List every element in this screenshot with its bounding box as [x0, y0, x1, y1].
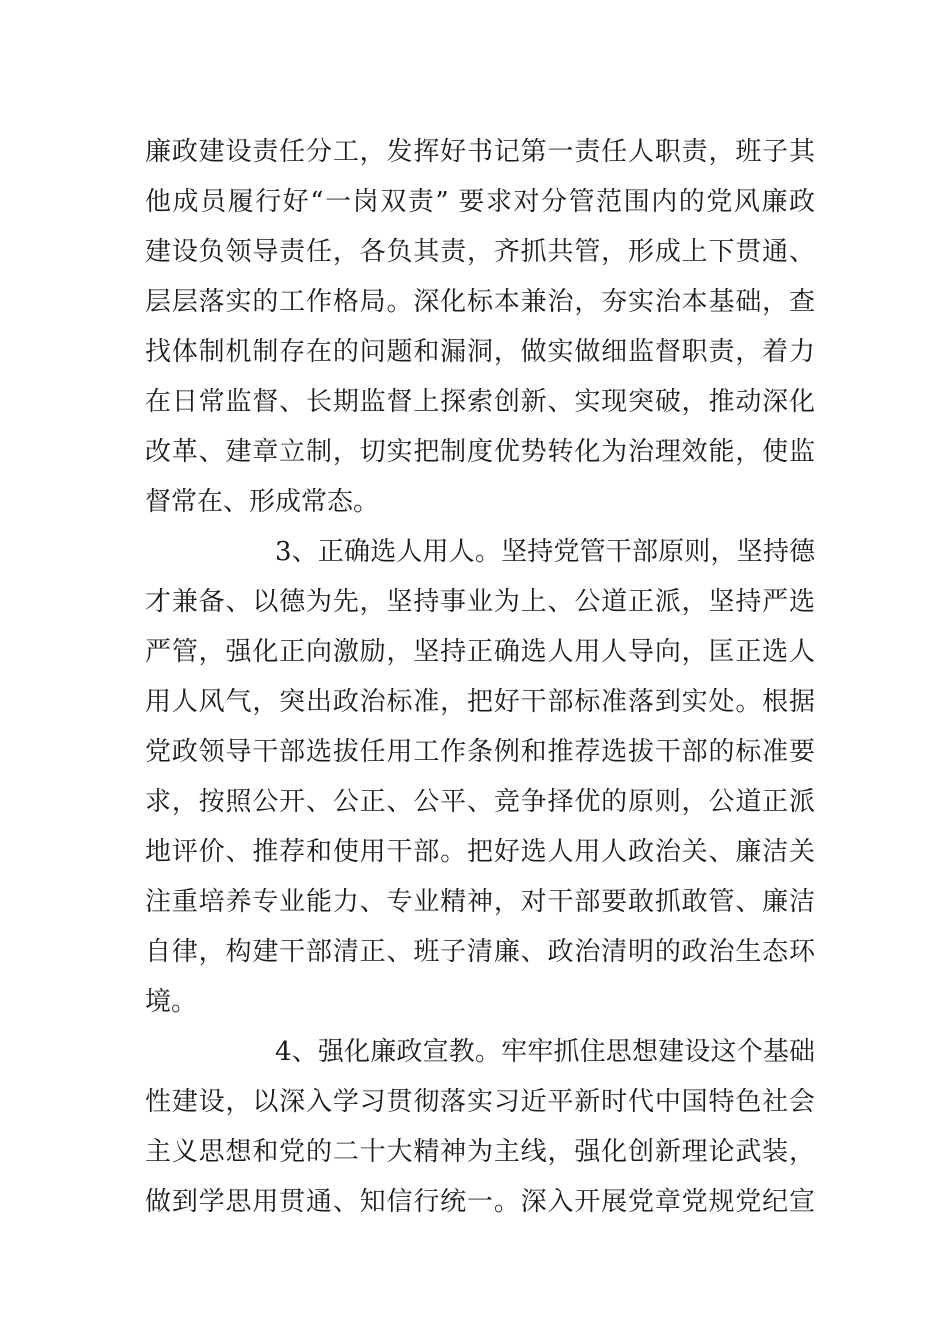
text-line: 性建设，以深入学习贯彻落实习近平新时代中国特色社会	[145, 1087, 815, 1117]
paragraph-heading-line: 4、强化廉政宣教。牢牢抓住思想建设这个基础	[275, 1037, 815, 1067]
text-line: 才兼备、以德为先，坚持事业为上、公道正派，坚持严选	[145, 587, 815, 617]
text-line: 严管，强化正向激励，坚持正确选人用人导向，匡正选人	[145, 637, 815, 667]
paragraph-heading-line: 3、正确选人用人。坚持党管干部原则，坚持德	[275, 537, 815, 567]
text-line: 求，按照公开、公正、公平、竞争择优的原则，公道正派	[145, 787, 815, 817]
text-line: 层层落实的工作格局。深化标本兼治，夯实治本基础，查	[145, 287, 815, 317]
text-line: 境。	[145, 987, 198, 1017]
text-line: 用人风气，突出政治标准，把好干部标准落到实处。根据	[145, 687, 815, 717]
text-line: 在日常监督、长期监督上探索创新、实现突破，推动深化	[145, 387, 815, 417]
text-line: 做到学思用贯通、知信行统一。深入开展党章党规党纪宣	[145, 1187, 815, 1217]
text-line: 主义思想和党的二十大精神为主线，强化创新理论武装，	[145, 1137, 815, 1167]
text-line: 改革、建章立制，切实把制度优势转化为治理效能，使监	[145, 437, 815, 467]
text-line: 廉政建设责任分工，发挥好书记第一责任人职责，班子其	[145, 137, 815, 167]
text-line: 党政领导干部选拔任用工作条例和推荐选拔干部的标准要	[145, 737, 815, 767]
text-line: 督常在、形成常态。	[145, 487, 380, 517]
text-line: 他成员履行好“一岗双责” 要求对分管范围内的党风廉政	[145, 187, 815, 217]
text-line: 注重培养专业能力、专业精神，对干部要敢抓敢管、廉洁	[145, 887, 815, 917]
text-line: 建设负领导责任，各负其责，齐抓共管，形成上下贯通、	[145, 237, 815, 267]
text-line: 地评价、推荐和使用干部。把好选人用人政治关、廉洁关	[145, 837, 815, 867]
text-line: 找体制机制存在的问题和漏洞，做实做细监督职责，着力	[145, 337, 815, 367]
text-line: 自律，构建干部清正、班子清廉、政治清明的政治生态环	[145, 937, 815, 967]
